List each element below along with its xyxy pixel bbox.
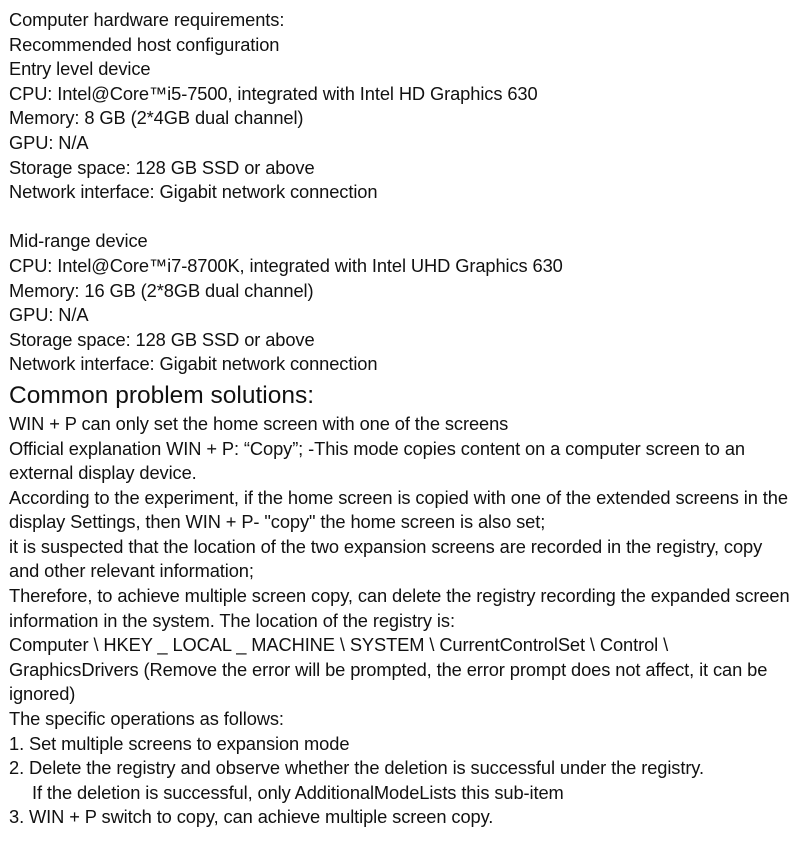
solutions-heading: Common problem solutions: bbox=[9, 381, 315, 409]
step-3: 3. WIN + P switch to copy, can achieve multiple screen copy. bbox=[9, 806, 494, 828]
entry-storage: Storage space: 128 GB SSD or above bbox=[9, 156, 315, 178]
entry-memory: Memory: 8 GB (2*4GB dual channel) bbox=[9, 107, 304, 129]
document-page bbox=[9, 8, 795, 830]
spacer bbox=[9, 205, 795, 230]
entry-level-label: Entry level device bbox=[9, 58, 151, 80]
requirements-title: Computer hardware requirements: bbox=[9, 9, 285, 30]
experiment-paragraph: According to the experiment, if the home screen is copied with one of the extended screens in the display Settings, then WIN + P- "copy" the home screen is also set; bbox=[9, 486, 788, 533]
step-2: 2. Delete the registry and observe whether the deletion is successful under the registry. bbox=[9, 757, 704, 779]
mid-range-spec bbox=[9, 229, 795, 377]
mid-cpu: CPU: Intel@Core™i7-8700K, integrated with Intel UHD Graphics 630 bbox=[9, 254, 563, 276]
mid-storage: Storage space: 128 GB SSD or above bbox=[9, 328, 315, 350]
registry-path: Computer \ HKEY _ LOCAL _ MACHINE \ SYSTEM \ CurrentControlSet \ Control \ GraphicsDrivers (Remove the error will be prompted, the error prompt does not affect, it can be ignored) bbox=[9, 634, 768, 705]
therefore-paragraph: Therefore, to achieve multiple screen copy, can delete the registry recording the expanded screen information in the system. The location of the registry is: bbox=[9, 585, 790, 631]
step-1: 1. Set multiple screens to expansion mode bbox=[9, 732, 350, 754]
problem-solutions-section bbox=[9, 380, 795, 830]
solutions-line-1: WIN + P can only set the home screen with one of the screens bbox=[9, 412, 509, 434]
official-explanation: Official explanation WIN + P: “Copy”; -This mode copies content on a computer screen to an external display device. bbox=[9, 437, 745, 484]
entry-network: Network interface: Gigabit network connection bbox=[9, 181, 378, 203]
entry-cpu: CPU: Intel@Core™i5-7500, integrated with Intel HD Graphics 630 bbox=[9, 82, 538, 104]
suspected-paragraph: it is suspected that the location of the two expansion screens are recorded in the registry, copy and other relevant information; bbox=[9, 535, 763, 582]
operations-intro: The specific operations as follows: bbox=[9, 708, 284, 730]
mid-memory: Memory: 16 GB (2*8GB dual channel) bbox=[9, 279, 314, 301]
mid-gpu: GPU: N/A bbox=[9, 304, 89, 326]
requirements-subtitle: Recommended host configuration bbox=[9, 33, 280, 55]
step-2-note: If the deletion is successful, only AdditionalModeLists this sub-item bbox=[32, 781, 564, 803]
mid-range-label: Mid-range device bbox=[9, 230, 148, 252]
hardware-requirements-section bbox=[9, 8, 795, 377]
entry-level-spec bbox=[9, 57, 795, 205]
mid-network: Network interface: Gigabit network connection bbox=[9, 353, 378, 375]
entry-gpu: GPU: N/A bbox=[9, 131, 89, 153]
